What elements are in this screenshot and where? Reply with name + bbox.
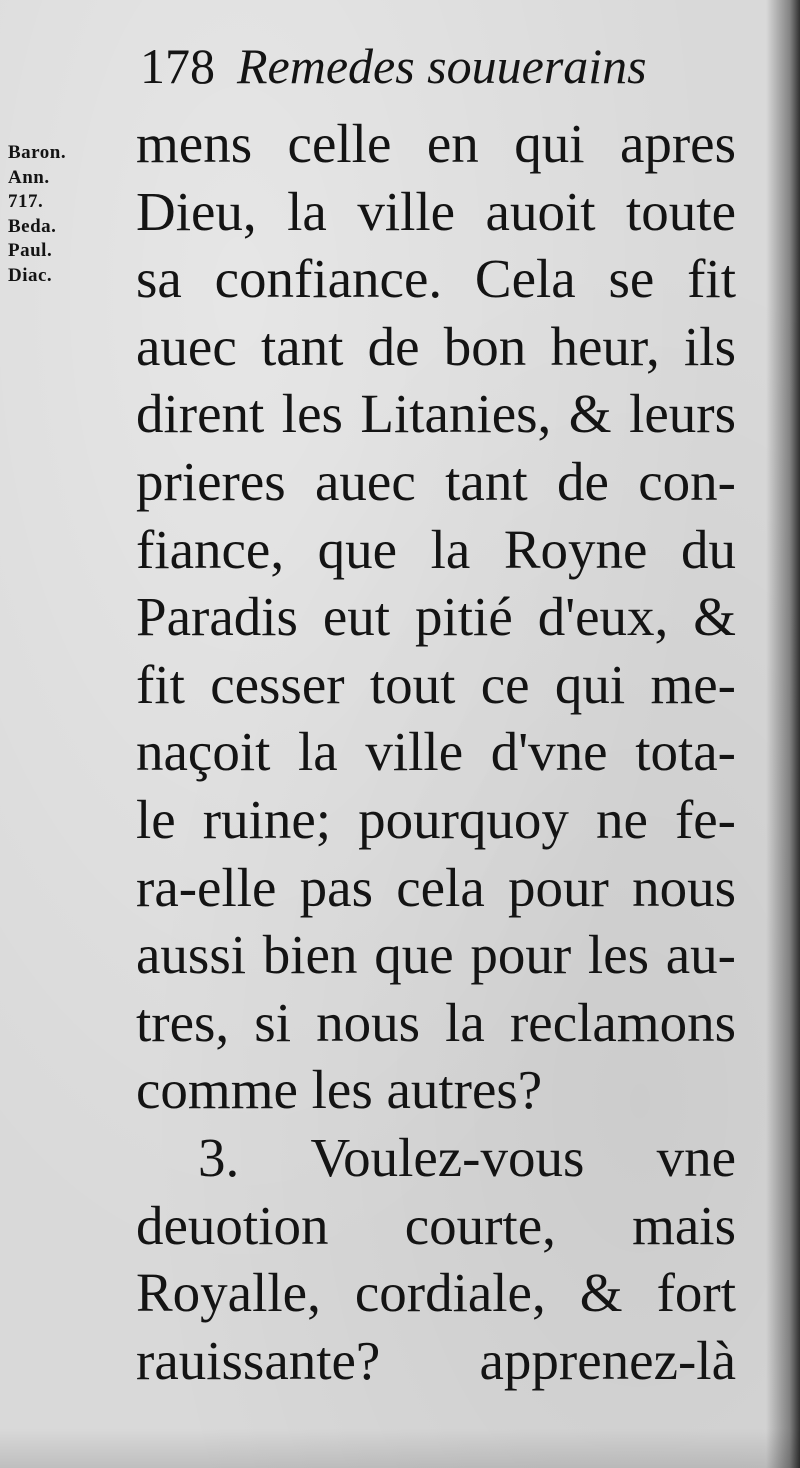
text-line: auec tant de bon heur, ils bbox=[136, 315, 736, 377]
text-line: naçoit la ville d'vne tota- bbox=[136, 721, 736, 783]
marginal-note-line: Baron. bbox=[8, 142, 67, 163]
marginal-note-line: Paul. bbox=[8, 240, 53, 261]
marginal-note bbox=[8, 141, 118, 288]
text-line: ra-elle pas cela pour nous bbox=[136, 856, 736, 918]
paragraph-start-line: 3. Voulez-vous vne bbox=[198, 1126, 736, 1188]
text-line: tres, si nous la reclamons bbox=[136, 991, 736, 1053]
text-line: deuotion courte, mais bbox=[136, 1194, 736, 1256]
text-line: dirent les Litanies, & leurs bbox=[136, 383, 736, 445]
page-bottom-shadow bbox=[0, 1428, 800, 1468]
marginal-note-line: Diac. bbox=[8, 264, 53, 286]
text-line: mens celle en qui apres bbox=[136, 113, 736, 174]
page-edge-shadow bbox=[766, 0, 800, 1468]
text-line: fiance, que la Royne du bbox=[136, 518, 736, 580]
text-line: Paradis eut pitié d'eux, & bbox=[136, 586, 736, 648]
text-line: prieres auec tant de con- bbox=[136, 450, 736, 512]
text-line: Dieu, la ville auoit toute bbox=[136, 180, 736, 242]
running-title: Remedes souuerains bbox=[237, 38, 647, 94]
text-line: fit cesser tout ce qui me- bbox=[136, 653, 736, 715]
page-number: 178 bbox=[140, 38, 215, 94]
marginal-note-line: Ann. bbox=[8, 166, 50, 188]
text-line: Royalle, cordiale, & fort bbox=[136, 1262, 736, 1324]
marginal-note-line: Beda. bbox=[8, 215, 57, 237]
text-line: aussi bien que pour les au- bbox=[136, 924, 736, 986]
running-head bbox=[140, 34, 740, 98]
text-line: sa confiance. Cela se fit bbox=[136, 248, 736, 310]
text-line: rauissante? apprenez-là bbox=[136, 1329, 736, 1391]
body-text bbox=[136, 110, 736, 1394]
marginal-note-line: 717. bbox=[8, 191, 44, 212]
text-line: comme les autres? bbox=[136, 1059, 543, 1121]
text-line: le ruine; pourquoy ne fe- bbox=[136, 788, 736, 850]
